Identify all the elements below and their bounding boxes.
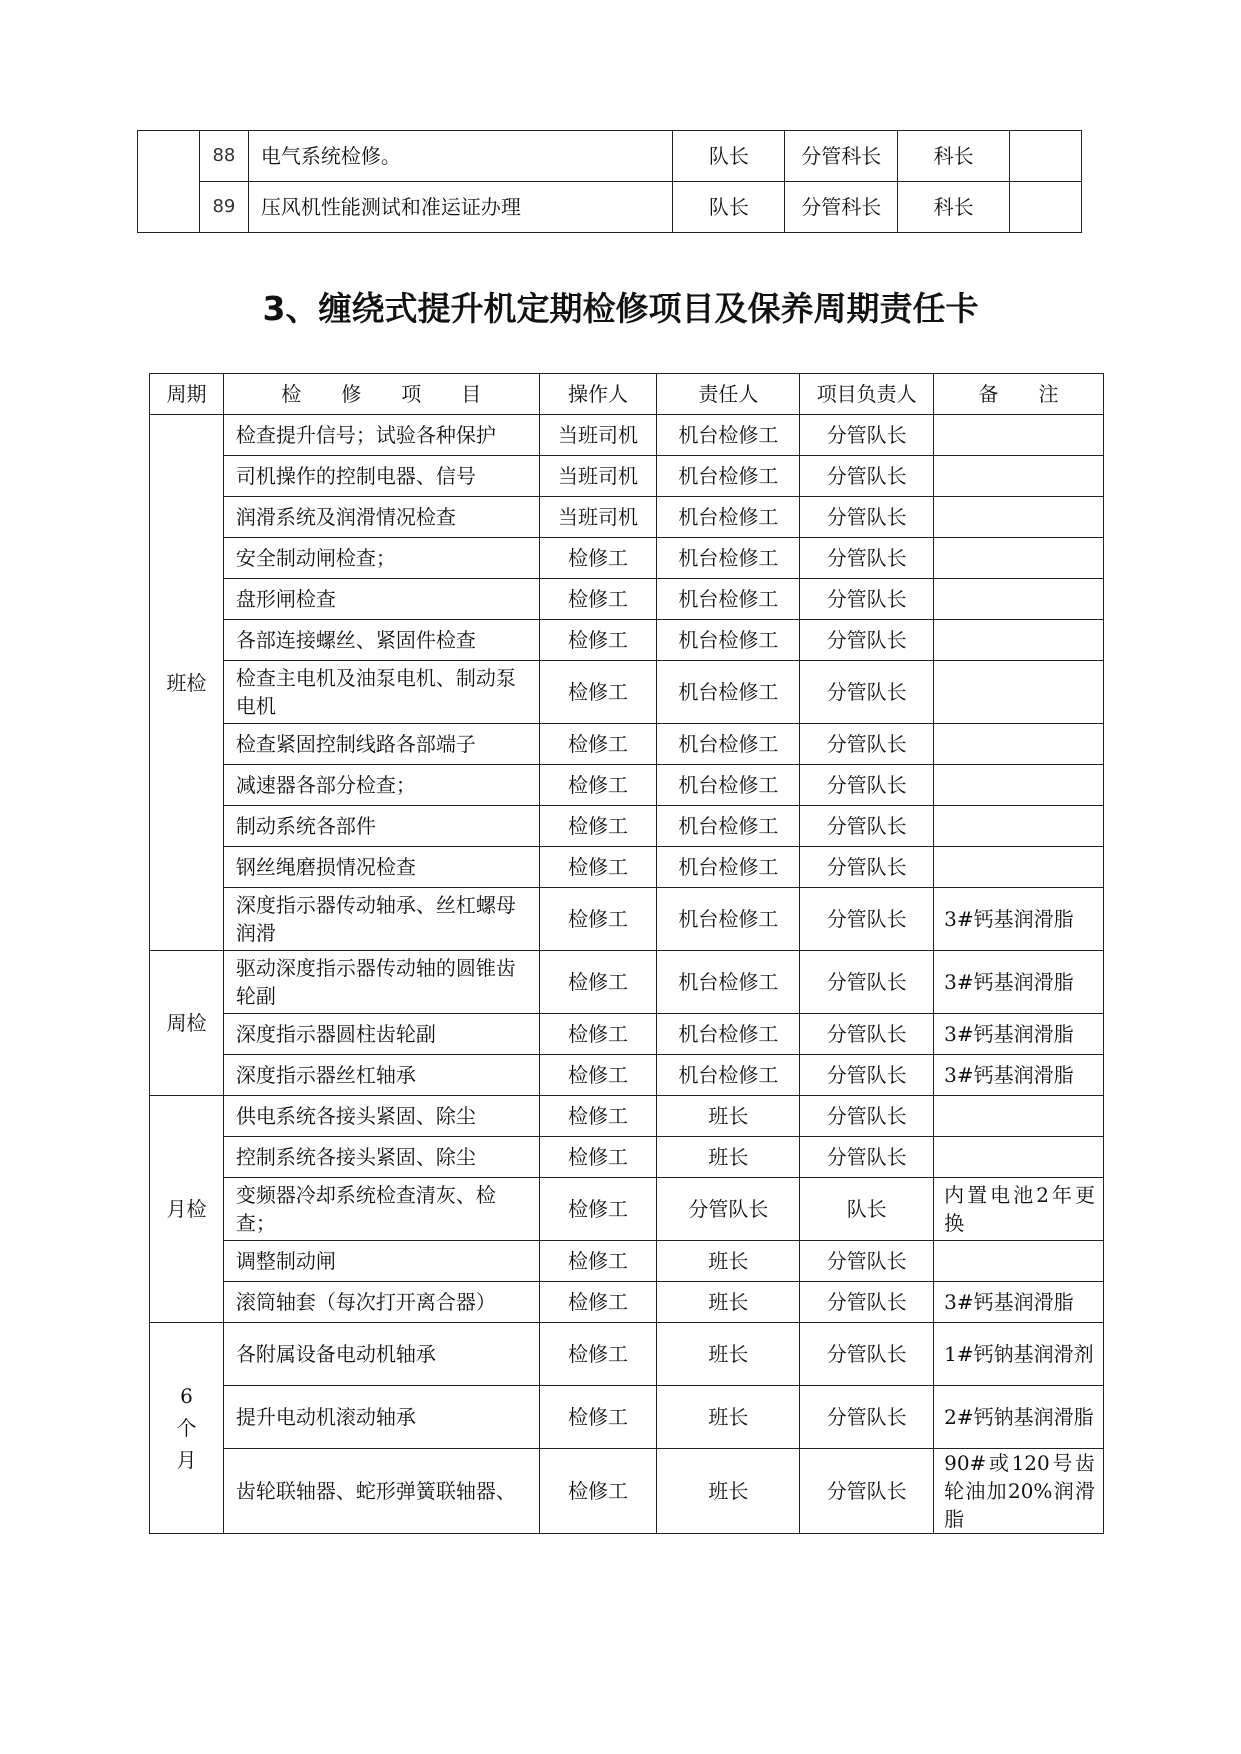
continuation-table [137, 130, 1082, 233]
maintenance-table-body [150, 415, 1104, 1534]
operator-cell: 检修工 [539, 724, 657, 765]
operator-cell: 队长 [673, 182, 785, 233]
project-lead-cell: 分管队长 [800, 579, 934, 620]
remark-cell [934, 1096, 1104, 1137]
table-row [138, 182, 1082, 233]
table-row [150, 497, 1104, 538]
table-row [150, 888, 1104, 951]
responsible-cell: 班长 [657, 1241, 800, 1282]
row-number: 89 [199, 182, 248, 233]
table-row [150, 579, 1104, 620]
table-row [150, 1449, 1104, 1534]
operator-cell: 检修工 [539, 1096, 657, 1137]
operator-cell: 检修工 [539, 1282, 657, 1323]
operator-cell: 检修工 [539, 579, 657, 620]
project-lead-cell: 分管队长 [800, 806, 934, 847]
table-row [150, 1055, 1104, 1096]
remark-cell: 3#钙基润滑脂 [934, 888, 1104, 951]
remark-cell [934, 497, 1104, 538]
responsible-cell: 分管科长 [785, 182, 898, 233]
period-cell [150, 415, 224, 951]
period-cell [150, 1096, 224, 1323]
item-cell: 司机操作的控制电器、信号 [223, 456, 539, 497]
responsible-cell: 班长 [657, 1449, 800, 1534]
project-lead-cell: 科长 [898, 131, 1010, 182]
operator-cell: 检修工 [539, 1014, 657, 1055]
operator-cell: 检修工 [539, 538, 657, 579]
item-cell: 检查紧固控制线路各部端子 [223, 724, 539, 765]
project-lead-cell: 分管队长 [800, 1323, 934, 1386]
maintenance-table [149, 373, 1104, 1534]
item-cell: 控制系统各接头紧固、除尘 [223, 1137, 539, 1178]
responsible-cell: 机台检修工 [657, 951, 800, 1014]
item-cell: 压风机性能测试和准运证办理 [248, 182, 673, 233]
table-row [150, 415, 1104, 456]
project-lead-cell: 分管队长 [800, 620, 934, 661]
remark-cell: 3#钙基润滑脂 [934, 1282, 1104, 1323]
project-lead-cell: 分管队长 [800, 456, 934, 497]
responsible-cell: 机台检修工 [657, 765, 800, 806]
item-cell: 滚筒轴套（每次打开离合器） [223, 1282, 539, 1323]
remark-cell [934, 765, 1104, 806]
operator-cell: 检修工 [539, 1449, 657, 1534]
table-row [138, 131, 1082, 182]
item-cell: 深度指示器传动轴承、丝杠螺母润滑 [223, 888, 539, 951]
item-cell: 调整制动闸 [223, 1241, 539, 1282]
responsible-cell: 班长 [657, 1282, 800, 1323]
header-period: 周期 [150, 374, 224, 415]
remark-cell [934, 847, 1104, 888]
item-cell: 深度指示器圆柱齿轮副 [223, 1014, 539, 1055]
period-label: 6个月 [176, 1384, 197, 1472]
remark-cell: 90#或120号齿轮油加20%润滑脂 [934, 1449, 1104, 1534]
table-row [150, 1014, 1104, 1055]
item-cell: 钢丝绳磨损情况检查 [223, 847, 539, 888]
remark-cell [934, 806, 1104, 847]
table-row [150, 620, 1104, 661]
operator-cell: 检修工 [539, 1323, 657, 1386]
table-row [150, 456, 1104, 497]
responsible-cell: 班长 [657, 1323, 800, 1386]
item-cell: 各部连接螺丝、紧固件检查 [223, 620, 539, 661]
project-lead-cell: 分管队长 [800, 888, 934, 951]
table-row [150, 1096, 1104, 1137]
remark-cell [934, 724, 1104, 765]
remark-cell: 1#钙钠基润滑剂 [934, 1323, 1104, 1386]
operator-cell: 队长 [673, 131, 785, 182]
project-lead-cell: 分管队长 [800, 1014, 934, 1055]
remark-cell [934, 661, 1104, 724]
table-row [150, 1241, 1104, 1282]
table-row [150, 765, 1104, 806]
blank-period-cell [138, 131, 200, 233]
table-row [150, 1282, 1104, 1323]
period-label: 周检 [166, 1011, 207, 1035]
remark-cell: 2#钙钠基润滑脂 [934, 1386, 1104, 1449]
table-row [150, 951, 1104, 1014]
operator-cell: 当班司机 [539, 497, 657, 538]
item-cell: 安全制动闸检查； [223, 538, 539, 579]
item-cell: 检查主电机及油泵电机、制动泵电机 [223, 661, 539, 724]
operator-cell: 检修工 [539, 765, 657, 806]
header-operator: 操作人 [539, 374, 657, 415]
period-cell [150, 1323, 224, 1534]
item-cell: 驱动深度指示器传动轴的圆锥齿轮副 [223, 951, 539, 1014]
project-lead-cell: 分管队长 [800, 765, 934, 806]
table-row [150, 806, 1104, 847]
operator-cell: 检修工 [539, 951, 657, 1014]
responsible-cell: 机台检修工 [657, 1055, 800, 1096]
remark-cell [1010, 131, 1082, 182]
table-row [150, 1386, 1104, 1449]
table-row [150, 1178, 1104, 1241]
project-lead-cell: 分管队长 [800, 538, 934, 579]
operator-cell: 检修工 [539, 1386, 657, 1449]
item-cell: 减速器各部分检查； [223, 765, 539, 806]
responsible-cell: 班长 [657, 1096, 800, 1137]
project-lead-cell: 分管队长 [800, 661, 934, 724]
remark-cell [934, 620, 1104, 661]
responsible-cell: 机台检修工 [657, 620, 800, 661]
responsible-cell: 机台检修工 [657, 415, 800, 456]
remark-cell: 3#钙基润滑脂 [934, 951, 1104, 1014]
item-cell: 制动系统各部件 [223, 806, 539, 847]
table-row [150, 847, 1104, 888]
project-lead-cell: 分管队长 [800, 1096, 934, 1137]
item-cell: 变频器冷却系统检查清灰、检查； [223, 1178, 539, 1241]
item-cell: 齿轮联轴器、蛇形弹簧联轴器、 [223, 1449, 539, 1534]
project-lead-cell: 分管队长 [800, 724, 934, 765]
project-lead-cell: 分管队长 [800, 1282, 934, 1323]
item-cell: 深度指示器丝杠轴承 [223, 1055, 539, 1096]
responsible-cell: 机台检修工 [657, 806, 800, 847]
responsible-cell: 机台检修工 [657, 579, 800, 620]
project-lead-cell: 分管队长 [800, 1449, 934, 1534]
continuation-table-body [138, 131, 1082, 233]
item-cell: 各附属设备电动机轴承 [223, 1323, 539, 1386]
project-lead-cell: 分管队长 [800, 1241, 934, 1282]
operator-cell: 检修工 [539, 847, 657, 888]
remark-cell [934, 579, 1104, 620]
remark-cell [934, 1137, 1104, 1178]
header-item: 检 修 项 目 [223, 374, 539, 415]
responsible-cell: 班长 [657, 1386, 800, 1449]
item-cell: 盘形闸检查 [223, 579, 539, 620]
project-lead-cell: 分管队长 [800, 415, 934, 456]
item-cell: 检查提升信号；试验各种保护 [223, 415, 539, 456]
remark-cell [934, 415, 1104, 456]
responsible-cell: 分管队长 [657, 1178, 800, 1241]
operator-cell: 检修工 [539, 806, 657, 847]
responsible-cell: 机台检修工 [657, 724, 800, 765]
responsible-cell: 机台检修工 [657, 847, 800, 888]
project-lead-cell: 分管队长 [800, 497, 934, 538]
operator-cell: 检修工 [539, 1241, 657, 1282]
remark-cell [1010, 182, 1082, 233]
item-cell: 供电系统各接头紧固、除尘 [223, 1096, 539, 1137]
item-cell: 提升电动机滚动轴承 [223, 1386, 539, 1449]
remark-cell [934, 456, 1104, 497]
remark-cell [934, 538, 1104, 579]
responsible-cell: 机台检修工 [657, 888, 800, 951]
operator-cell: 检修工 [539, 888, 657, 951]
remark-cell [934, 1241, 1104, 1282]
period-cell [150, 951, 224, 1096]
header-responsible: 责任人 [657, 374, 800, 415]
header-project-lead: 项目负责人 [800, 374, 934, 415]
table-row [150, 661, 1104, 724]
remark-cell: 3#钙基润滑脂 [934, 1014, 1104, 1055]
remark-cell: 内置电池2年更换 [934, 1178, 1104, 1241]
project-lead-cell: 分管队长 [800, 1137, 934, 1178]
period-label: 月检 [166, 1197, 207, 1221]
responsible-cell: 班长 [657, 1137, 800, 1178]
responsible-cell: 机台检修工 [657, 661, 800, 724]
period-label: 班检 [166, 670, 207, 695]
item-cell: 电气系统检修。 [248, 131, 673, 182]
table-row [150, 724, 1104, 765]
responsible-cell: 分管科长 [785, 131, 898, 182]
operator-cell: 检修工 [539, 620, 657, 661]
project-lead-cell: 队长 [800, 1178, 934, 1241]
operator-cell: 检修工 [539, 1137, 657, 1178]
remark-cell: 3#钙基润滑脂 [934, 1055, 1104, 1096]
table-row [150, 1137, 1104, 1178]
responsible-cell: 机台检修工 [657, 497, 800, 538]
operator-cell: 检修工 [539, 1055, 657, 1096]
project-lead-cell: 分管队长 [800, 1386, 934, 1449]
row-number: 88 [199, 131, 248, 182]
page-heading: 3、缠绕式提升机定期检修项目及保养周期责任卡 [262, 289, 979, 328]
operator-cell: 检修工 [539, 1178, 657, 1241]
responsible-cell: 机台检修工 [657, 1014, 800, 1055]
project-lead-cell: 分管队长 [800, 847, 934, 888]
responsible-cell: 机台检修工 [657, 456, 800, 497]
project-lead-cell: 科长 [898, 182, 1010, 233]
table-row [150, 1323, 1104, 1386]
operator-cell: 检修工 [539, 661, 657, 724]
table-row [150, 538, 1104, 579]
operator-cell: 当班司机 [539, 456, 657, 497]
table-header-row [150, 374, 1104, 415]
item-cell: 润滑系统及润滑情况检查 [223, 497, 539, 538]
header-remark: 备 注 [934, 374, 1104, 415]
responsible-cell: 机台检修工 [657, 538, 800, 579]
project-lead-cell: 分管队长 [800, 951, 934, 1014]
operator-cell: 当班司机 [539, 415, 657, 456]
project-lead-cell: 分管队长 [800, 1055, 934, 1096]
